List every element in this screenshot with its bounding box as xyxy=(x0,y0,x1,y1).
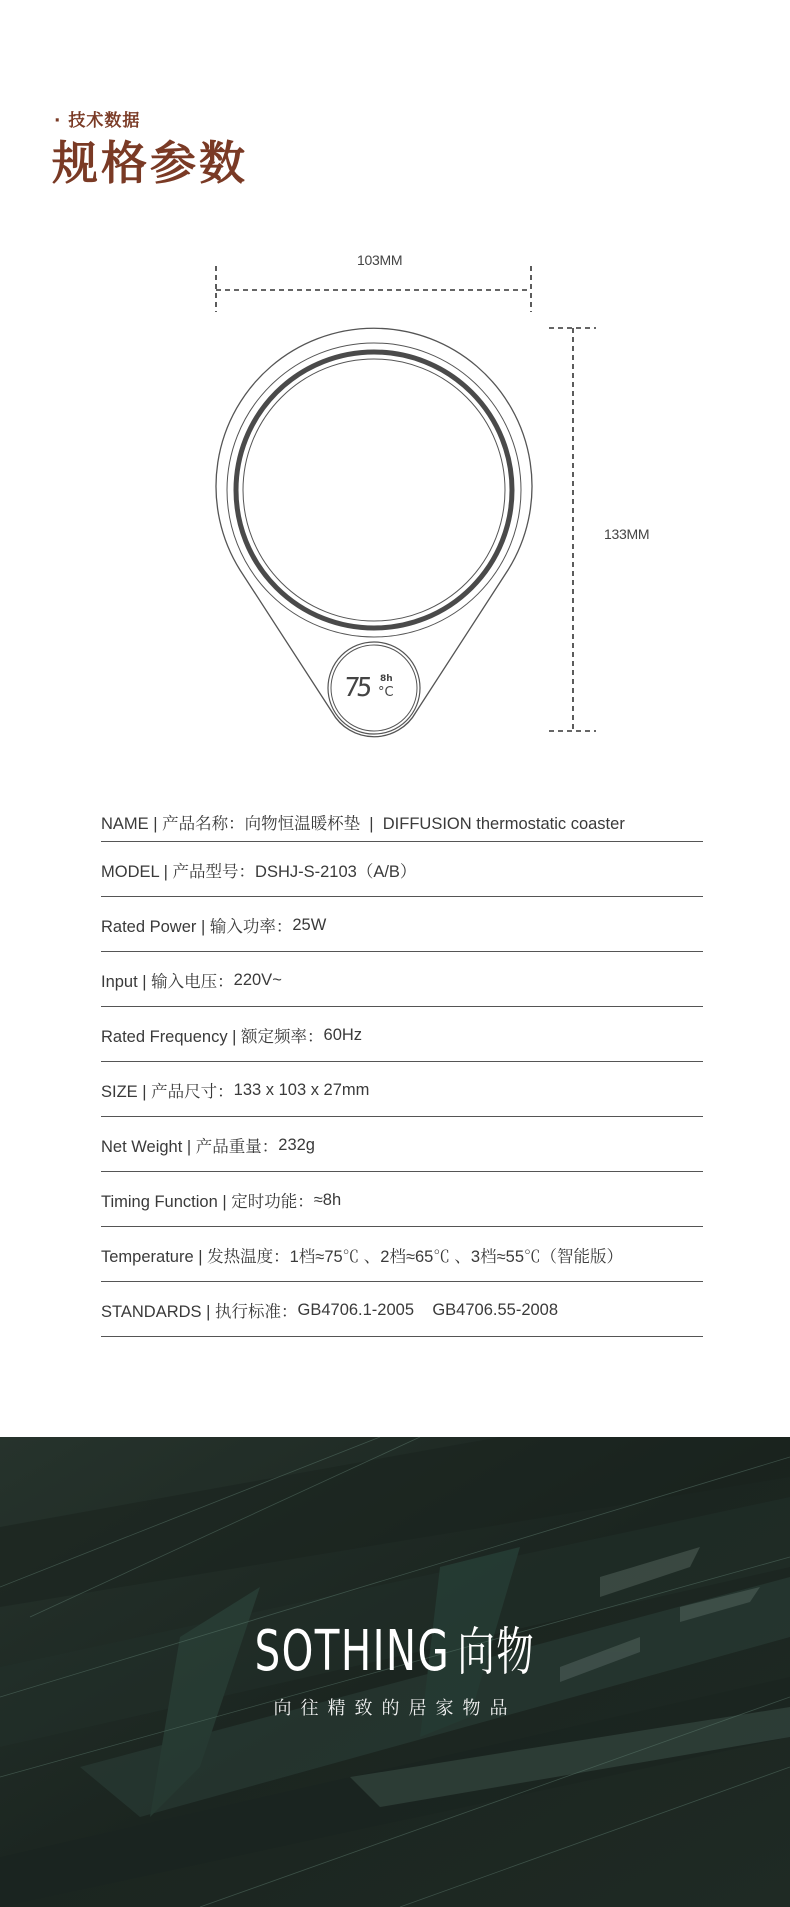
spec-value: 60Hz xyxy=(323,1025,363,1044)
brand-name-cn: 向物 xyxy=(457,1623,536,1683)
spec-label: Temperature | 发热温度： xyxy=(101,1248,290,1266)
width-dimension-label: 103MM xyxy=(357,252,403,268)
spec-value: ≈8h xyxy=(313,1190,342,1209)
spec-label: NAME | 产品名称： xyxy=(101,815,245,833)
page-title: 规格参数 xyxy=(52,136,248,190)
lcd-timer: 8h xyxy=(380,674,393,684)
spec-label: MODEL | 产品型号： xyxy=(101,863,256,881)
spec-row-standards xyxy=(101,1282,703,1337)
brand-slogan: 向往精致的居家物品 xyxy=(273,1698,517,1719)
product-dimension-diagram xyxy=(0,240,790,750)
spec-row-input xyxy=(101,952,703,1007)
spec-label: Rated Frequency | 额定频率： xyxy=(101,1028,324,1046)
lcd-temperature: 75 xyxy=(342,673,371,703)
spec-value: 1档≈75℃ 、2档≈65℃ 、3档≈55℃（智能版） xyxy=(289,1248,624,1266)
spec-label: Net Weight | 产品重量： xyxy=(101,1138,279,1156)
brand-banner xyxy=(0,1437,790,1907)
lcd-display xyxy=(344,674,404,704)
height-dimension-label: 133MM xyxy=(604,526,650,542)
spec-label: Timing Function | 定时功能： xyxy=(101,1193,314,1211)
spec-label: Input | 输入电压： xyxy=(101,973,234,991)
spec-row-timing-function xyxy=(101,1172,703,1227)
spec-value: 220V~ xyxy=(233,970,282,989)
brand-name-en: SOTHING xyxy=(254,1619,451,1684)
spec-label: SIZE | 产品尺寸： xyxy=(101,1083,234,1101)
lcd-unit: °C xyxy=(378,685,394,700)
spec-table xyxy=(101,800,703,1337)
spec-row-temperature xyxy=(101,1227,703,1282)
spec-label: STANDARDS | 执行标准： xyxy=(101,1303,298,1321)
brand-logo xyxy=(0,1617,790,1720)
spec-value: 25W xyxy=(292,915,327,934)
spec-value: 133 x 103 x 27mm xyxy=(233,1080,370,1099)
spec-value: 向物恒温暖杯垫 | DIFFUSION thermostatic coaster xyxy=(244,815,625,833)
spec-value: DSHJ-S-2103（A/B） xyxy=(255,863,417,881)
spec-row-name xyxy=(101,800,703,842)
brand-wordmark xyxy=(255,1617,536,1688)
spec-row-net-weight xyxy=(101,1117,703,1172)
spec-value: 232g xyxy=(278,1135,315,1154)
spec-row-model xyxy=(101,842,703,897)
section-eyebrow: · 技术数据 xyxy=(54,111,141,131)
spec-row-size xyxy=(101,1062,703,1117)
spec-row-rated-frequency xyxy=(101,1007,703,1062)
spec-label: Rated Power | 输入功率： xyxy=(101,918,293,936)
spec-value: GB4706.1-2005 GB4706.55-2008 xyxy=(297,1300,559,1319)
spec-row-rated-power xyxy=(101,897,703,952)
